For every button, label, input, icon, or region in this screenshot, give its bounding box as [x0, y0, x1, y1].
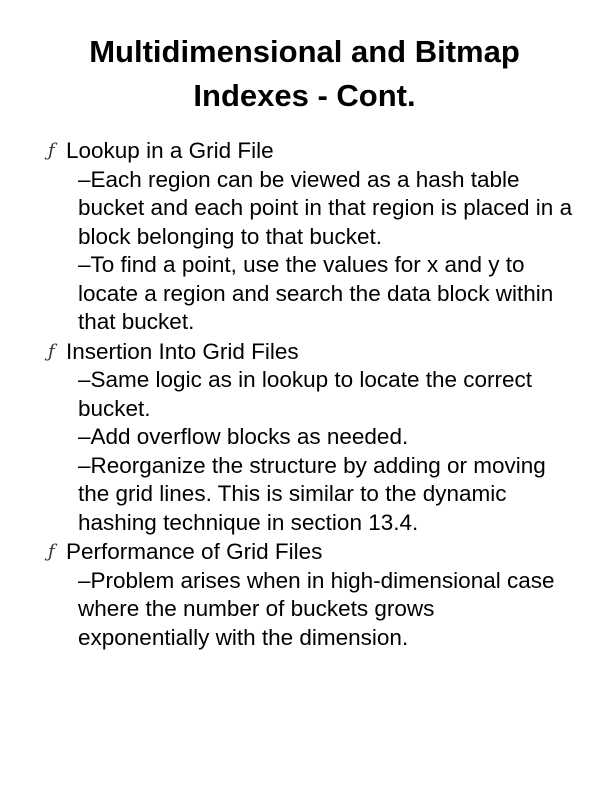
- bullet-marker-icon: ƒ: [48, 340, 55, 362]
- bullet-lookup: [48, 136, 598, 166]
- title-line-2: Indexes - Cont.: [193, 78, 416, 113]
- bullet-heading: Lookup in a Grid File: [66, 138, 274, 163]
- bullet-marker-icon: ƒ: [48, 541, 55, 562]
- bullet-insertion: [48, 337, 598, 367]
- title-line-1: Multidimensional and Bitmap: [89, 34, 520, 69]
- bullet-performance: [48, 537, 598, 567]
- bullet-marker-icon: ƒ: [48, 140, 55, 161]
- slide-body: [48, 136, 598, 652]
- page-title: [0, 30, 609, 118]
- sub-item: –Each region can be viewed as a hash table bucket and each point in that region is placed in a block belonging to that bucket.: [78, 166, 573, 249]
- bullet-heading: Performance of Grid Files: [66, 539, 323, 564]
- sub-item: –Add overflow blocks as needed.: [78, 424, 409, 449]
- bullet-heading: Insertion Into Grid Files: [66, 338, 299, 364]
- sub-item: –Reorganize the structure by adding or moving the grid lines. This is similar to the dynamic hashing technique in section 13.4.: [78, 452, 546, 535]
- sub-item: –To find a point, use the values for x and y to locate a region and search the data block within that bucket.: [78, 252, 554, 334]
- sub-item: –Same logic as in lookup to locate the correct bucket.: [78, 367, 532, 421]
- sub-item: –Problem arises when in high-dimensional case where the number of buckets grows exponentially with the dimension.: [78, 567, 555, 650]
